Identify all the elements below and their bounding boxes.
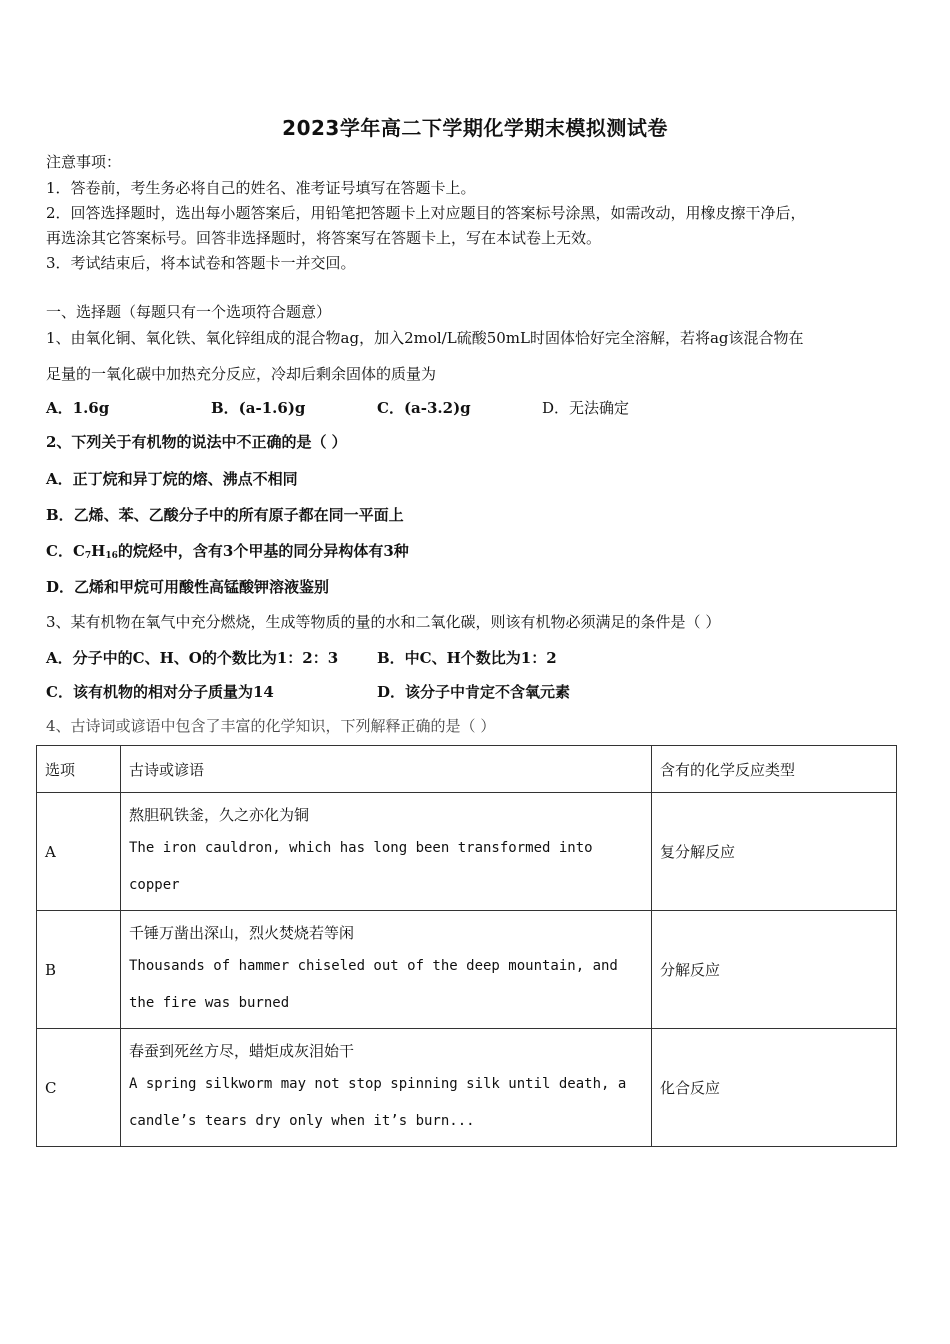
notice-item: 再选涂其它答案标号。回答非选择题时，将答案写在答题卡上，写在本试卷上无效。: [46, 229, 602, 247]
reaction-type-cell: 分解反应: [652, 911, 897, 1029]
poem-english: Thousands of hammer chiseled out of the deep mountain, and: [129, 957, 618, 974]
q2-option-a: A．正丁烷和异丁烷的熔、沸点不相同: [46, 470, 298, 488]
q2-stem: 2、下列关于有机物的说法中不正确的是（ ）: [46, 433, 347, 451]
q4-stem: 4、古诗词或谚语中包含了丰富的化学知识，下列解释正确的是（ ）: [46, 717, 496, 735]
option-cell: A: [37, 793, 121, 911]
reaction-type-cell: 复分解反应: [652, 793, 897, 911]
q2-option-b: B．乙烯、苯、乙酸分子中的所有原子都在同一平面上: [46, 506, 404, 524]
page-title: 2023学年高二下学期化学期末模拟测试卷: [282, 116, 668, 140]
table-header: 选项: [37, 746, 121, 793]
poem-cell: [121, 1029, 652, 1147]
q1-option-d: D．无法确定: [542, 399, 630, 417]
poem-cell: [121, 793, 652, 911]
table-header: 含有的化学反应类型: [652, 746, 897, 793]
q3-option-b: B．中C、H个数比为1：2: [377, 649, 557, 667]
poem-english: copper: [129, 876, 180, 893]
notice-heading: 注意事项：: [46, 153, 122, 171]
table-header-row: [37, 746, 897, 793]
q3-stem: 3、某有机物在氧气中充分燃烧，生成等物质的量的水和二氧化碳，则该有机物必须满足的条件是（ ）: [46, 613, 721, 631]
poem-english: the fire was burned: [129, 994, 290, 1011]
poem-english: candle’s tears dry only when it’s burn...: [129, 1112, 475, 1129]
poem-chinese: 春蚕到死丝方尽，蜡炬成灰泪始干: [129, 1041, 355, 1060]
section-heading: 一、选择题（每题只有一个选项符合题意）: [46, 303, 332, 321]
table-row: [37, 1029, 897, 1147]
q2-option-c: C．$C_7H_{16}$的烷烃中，含有3个甲基的同分异构体有3种: [46, 542, 409, 561]
table-header: 古诗或谚语: [121, 746, 652, 793]
poem-cell: [121, 911, 652, 1029]
q4-table: [36, 745, 897, 1147]
reaction-type-cell: 化合反应: [652, 1029, 897, 1147]
table-row: [37, 911, 897, 1029]
q1-stem-line2: 足量的一氧化碳中加热充分反应，冷却后剩余固体的质量为: [46, 365, 437, 383]
notice-item: 1．答卷前，考生务必将自己的姓名、准考证号填写在答题卡上。: [46, 179, 476, 197]
table-row: [37, 793, 897, 911]
notice-item: 3．考试结束后，将本试卷和答题卡一并交回。: [46, 254, 356, 272]
q3-option-a: A．分子中的C、H、O的个数比为1：2：3: [46, 649, 339, 667]
option-cell: C: [37, 1029, 121, 1147]
q3-option-d: D．该分子中肯定不含氧元素: [377, 683, 571, 701]
q2-option-d: D．乙烯和甲烷可用酸性高锰酸钾溶液鉴别: [46, 578, 330, 596]
notice-item: 2．回答选择题时，选出每小题答案后，用铅笔把答题卡上对应题目的答案标号涂黑，如需改动，用橡皮擦干净后，: [46, 204, 806, 222]
poem-english: A spring silkworm may not stop spinning silk until death, a: [129, 1075, 627, 1092]
option-cell: B: [37, 911, 121, 1029]
q3-option-c: C．该有机物的相对分子质量为14: [46, 683, 274, 701]
q1-option-c: C．(a-3.2)g: [377, 399, 471, 417]
q1-option-a: A．1.6g: [46, 399, 110, 417]
poem-chinese: 熬胆矾铁釜，久之亦化为铜: [129, 805, 310, 824]
poem-chinese: 千锤万凿出深山，烈火焚烧若等闲: [129, 923, 355, 942]
q1-option-b: B．(a-1.6)g: [211, 399, 306, 417]
q1-stem-line1: 1、由氧化铜、氧化铁、氧化锌组成的混合物ag，加入2mol/L硫酸50mL时固体恰好完全溶解，若将ag该混合物在: [46, 329, 804, 347]
poem-english: The iron cauldron, which has long been transformed into: [129, 839, 593, 856]
